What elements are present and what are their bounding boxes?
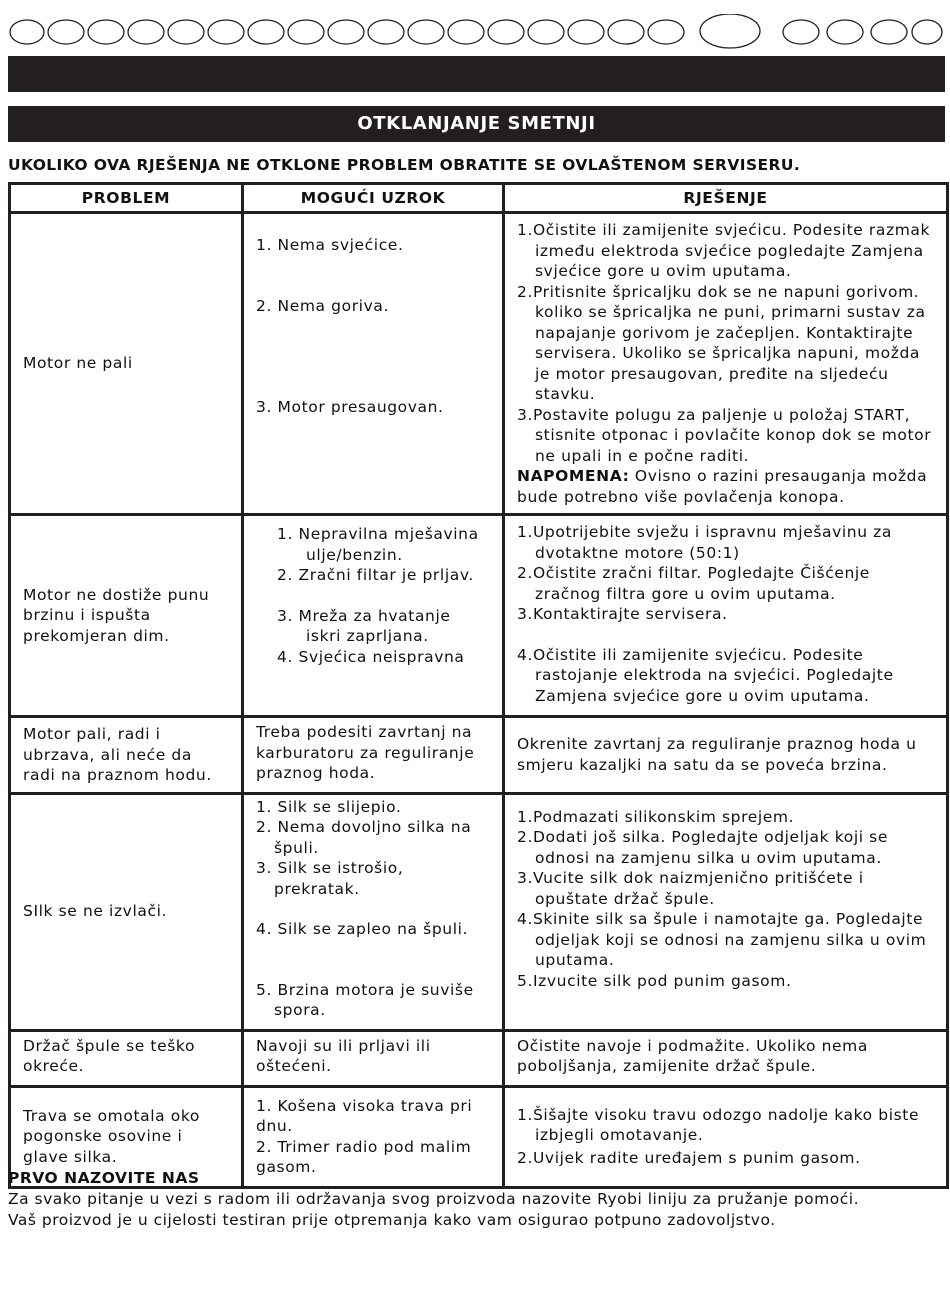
problem-cell: Trava se omotala oko pogonske osovine i glave silka. (10, 1086, 243, 1187)
note-text: Ovisno o razini presauganja možda bude potrebno više povlačenja konopa. (517, 467, 928, 506)
note-label: NAPOMENA: (517, 467, 630, 485)
cause-item: 1. Nepravilna mješavina ulje/benzin. (277, 525, 479, 564)
cause-item: 3. Mreža za hvatanje iskri zaprljana. (277, 606, 451, 645)
solution-item: 3.Vucite silk dok naizmjenično pritišćete i opuštate držač špule. (517, 869, 864, 908)
solution-cell (504, 793, 948, 1030)
footer-line: Za svako pitanje u vezi s radom ili održavanja svog proizvoda nazovite Ryobi liniju za pružanje pomoći. (8, 1190, 859, 1208)
cause-cell (243, 515, 504, 717)
cause-item: 1. Silk se slijepio. (256, 797, 402, 816)
troubleshooting-table (8, 182, 949, 1189)
footer (8, 1168, 859, 1231)
solution-item: 1.Šišajte visoku travu odozgo nadolje kako biste izbjegli omotavanje. (517, 1105, 920, 1145)
table-row (10, 793, 948, 1030)
cause-cell (243, 213, 504, 515)
table-row (10, 1030, 948, 1086)
cause-item: 3. Motor presaugovan. (256, 398, 444, 416)
solution-item: 4.Skinite silk sa špule i namotajte ga. Pogledajte odjeljak koji se odnosi na zamjenu silka u ovim uputama. (517, 910, 927, 969)
solution-item: 2.Pritisnite špricaljku dok se ne napuni gorivom. koliko se špricaljka ne puni, primarni sustav za napajanje gorivom je začepljen. Kontaktirajte servisera. Ukoliko se špricaljka napuni, možda je motor presaugovan, pređite na sljedeću stavku. (517, 282, 926, 403)
cause-item: 2. Trimer radio pod malim gasom. (256, 1137, 472, 1176)
footer-heading: PRVO NAZOVITE NAS (8, 1169, 200, 1187)
language-tabs-decoration (6, 14, 946, 50)
header-problem: PROBLEM (10, 184, 243, 213)
solution-cell (504, 515, 948, 717)
warning-text: UKOLIKO OVA RJEŠENJA NE OTKLONE PROBLEM OBRATITE SE OVLAŠTENOM SERVISERU. (8, 156, 801, 174)
solution-item: 3.Postavite polugu za paljenje u položaj START, stisnite otponac i povlačite konop dok se motor ne upali in e počne raditi. (517, 405, 932, 465)
cause-cell: Treba podesiti zavrtanj na karburatoru za reguliranje praznog hoda. (243, 717, 504, 794)
table-row (10, 515, 948, 717)
cause-item: 3. Silk se istrošio, prekratak. (256, 859, 404, 898)
cause-item: 4. Silk se zapleo na špuli. (256, 920, 469, 938)
cause-cell: Navoji su ili prljavi ili oštećeni. (243, 1030, 504, 1086)
cause-item: 2. Nema dovoljno silka na špuli. (256, 818, 472, 857)
header-solution: RJEŠENJE (504, 184, 948, 213)
top-black-bar (8, 56, 945, 92)
solution-cell (504, 213, 948, 515)
solution-item: 5.Izvucite silk pod punim gasom. (517, 971, 792, 990)
solution-item: 1.Očistite ili zamijenite svjećicu. Podesite razmak između elektroda svjećice pogledajte Zamjena svjećice gore u ovim uputama. (517, 221, 931, 280)
table-row (10, 213, 948, 515)
cause-item: 5. Brzina motora je suviše spora. (256, 980, 474, 1019)
solution-item: 3.Kontaktirajte servisera. (517, 605, 728, 623)
solution-item: 2.Uvijek radite uređajem s punim gasom. (517, 1148, 861, 1167)
solution-item: 2.Dodati još silka. Pogledajte odjeljak koji se odnosi na zamjenu silka u ovim uputama. (517, 828, 888, 867)
cause-item: 2. Nema goriva. (256, 296, 389, 315)
section-title: OTKLANJANJE SMETNJI (8, 106, 945, 142)
problem-cell: Motor ne dostiže punu brzinu i ispušta prekomjeran dim. (10, 515, 243, 717)
problem-cell: Držač špule se teško okreće. (10, 1030, 243, 1086)
problem-cell: SIlk se ne izvlači. (10, 793, 243, 1030)
solution-item: 1.Upotrijebite svježu i ispravnu mješavinu za dvotaktne motore (50:1) (517, 523, 892, 562)
solution-item: 2.Očistite zračni filtar. Pogledajte Čišćenje zračnog filtra gore u ovim uputama. (517, 564, 870, 603)
solution-cell: Okrenite zavrtanj za reguliranje praznog hoda u smjeru kazaljki na satu da se poveća brzina. (504, 717, 948, 794)
header-cause: MOGUĆI UZROK (243, 184, 504, 213)
solution-cell: Očistite navoje i podmažite. Ukoliko nema poboljšanja, zamijenite držač špule. (504, 1030, 948, 1086)
note (517, 466, 936, 507)
cause-item: 1. Košena visoka trava pri dnu. (256, 1096, 473, 1135)
cause-cell (243, 793, 504, 1030)
table-header-row (10, 184, 948, 213)
table-row (10, 717, 948, 794)
solution-item: 1.Podmazati silikonskim sprejem. (517, 807, 795, 826)
problem-cell: Motor pali, radi i ubrzava, ali neće da radi na praznom hodu. (10, 717, 243, 794)
cause-item: 4. Svjećica neispravna (277, 647, 465, 666)
footer-line: Vaš proizvod je u cijelosti testiran prije otpremanja kako vam osigurao potpuno zadovoljstvo. (8, 1211, 776, 1229)
problem-cell: Motor ne pali (10, 213, 243, 515)
solution-item: 4.Očistite ili zamijenite svjećicu. Podesite rastojanje elektroda na svjećici. Pogledajte Zamjena svjećice gore u ovim uputama. (517, 645, 894, 705)
cause-item: 1. Nema svjećice. (256, 236, 404, 254)
cause-item: 2. Zračni filtar je prljav. (277, 566, 474, 584)
